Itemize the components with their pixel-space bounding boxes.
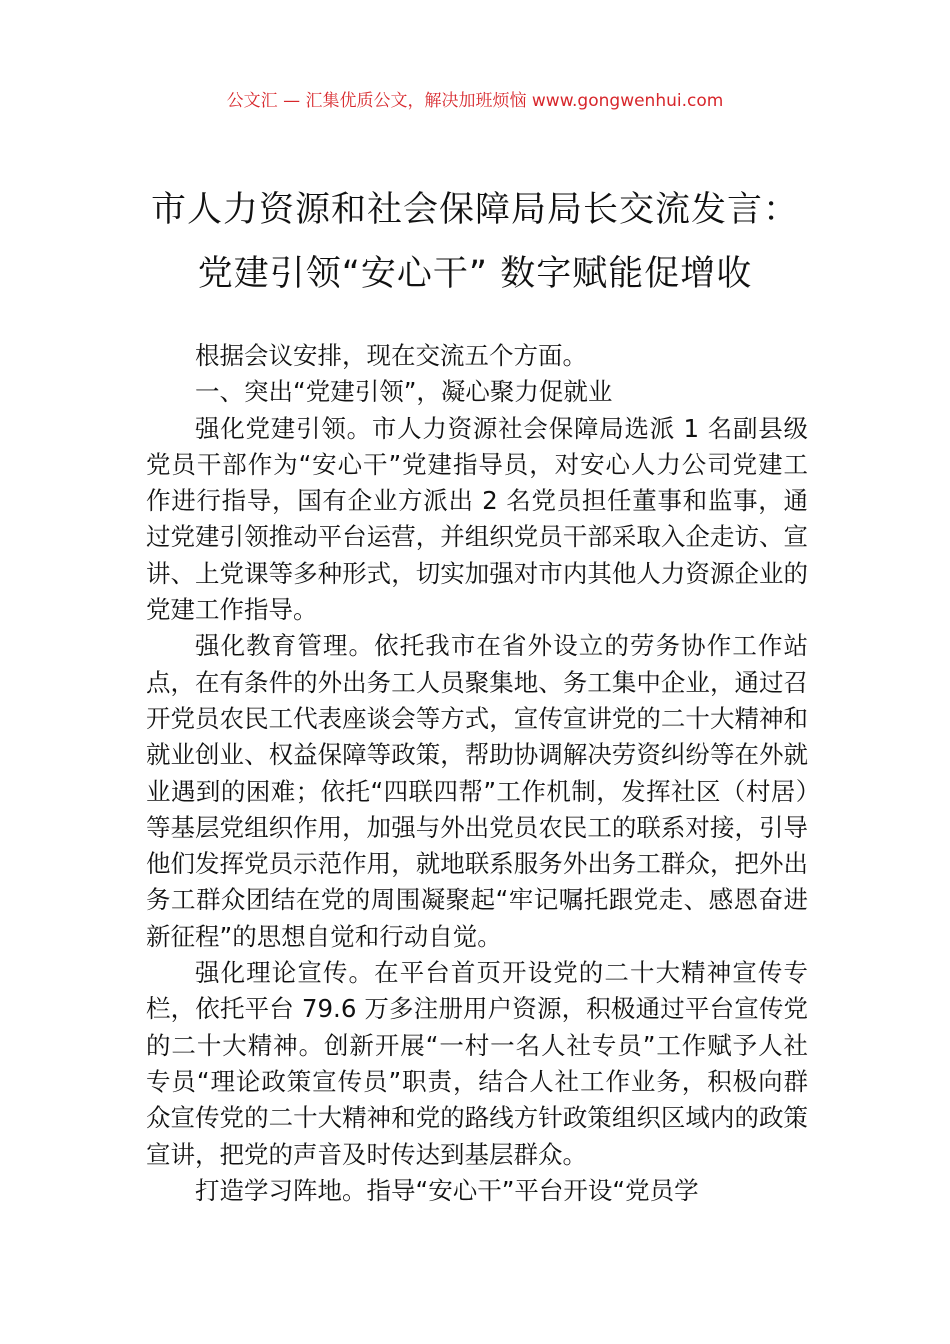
section-heading-1: 一、突出“党建引领”，凝心聚力促就业 — [195, 377, 613, 407]
document-title-line-1: 市人力资源和社会保障局局长交流发言： — [150, 190, 799, 230]
paragraph-intro: 根据会议安排，现在交流五个方面。 — [195, 341, 587, 370]
paragraph-learning-platform: 打造学习阵地。指导“安心干”平台开设“党员学 — [195, 1175, 699, 1205]
document-body — [146, 338, 808, 1209]
document-title-line-2: 党建引领“安心干” 数字赋能促增收 — [197, 254, 753, 294]
paragraph-theory-promotion: 强化理论宣传。在平台首页开设党的二十大精神宣传专栏，依托平台 79.6 万多注册用户资源，积极通过平台宣传党的二十大精神。创新开展“一村一名人社专员”工作赋予人社专员“理论政策宣传员”职责，结合人社工作业务，积极向群众宣传党的二十大精神和党的路线方针政策组织区域内的政策宣讲，把党的声音及时传达到基层群众。 — [146, 958, 808, 1169]
paragraph-party-leadership: 强化党建引领。市人力资源社会保障局选派 1 名副县级党员干部作为“安心干”党建指导员，对安心人力公司党建工作进行指导，国有企业方派出 2 名党员担任董事和监事，通过党建引领推动平台运营，并组织党员干部采取入企走访、宣讲、上党课等多种形式，切实加强对市内其他人力资源企业的党建工作指导。 — [146, 413, 808, 625]
header-banner: 公文汇 — 汇集优质公文，解决加班烦恼 www.gongwenhui.com — [226, 91, 724, 111]
paragraph-education-management: 强化教育管理。依托我市在省外设立的劳务协作工作站点，在有条件的外出务工人员聚集地、务工集中企业，通过召开党员农民工代表座谈会等方式，宣传宣讲党的二十大精神和就业创业、权益保障等政策，帮助协调解决劳资纠纷等在外就业遇到的困难；依托“四联四帮”工作机制，发挥社区（村居）等基层党组织作用，加强与外出党员农民工的联系对接，引导他们发挥党员示范作用，就地联系服务外出务工群众，把外出务工群众团结在党的周围凝聚起“牢记嘱托跟党走、感恩奋进新征程”的思想自觉和行动自觉。 — [146, 631, 808, 951]
